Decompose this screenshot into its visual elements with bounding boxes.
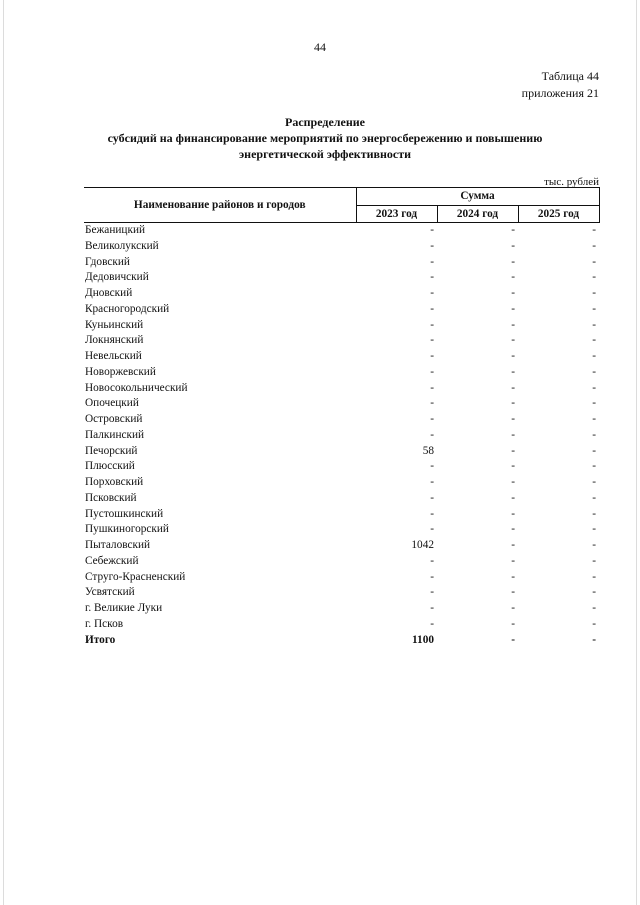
value-2024: - [511, 365, 515, 378]
value-2023: - [430, 476, 434, 488]
value-2023: - [430, 239, 434, 252]
value-2023: - [430, 271, 434, 284]
page-number: 44 [314, 40, 326, 54]
title-line-2: субсидий на финансирование мероприятий по энергосбережению и повышению [107, 131, 543, 145]
value-2024: - [511, 617, 515, 630]
table-row [84, 365, 599, 381]
title-line-3: энергетической эффективности [238, 147, 412, 161]
row-name: Опочецкий [85, 397, 139, 410]
value-2023: - [430, 365, 434, 378]
row-name: г. Великие Луки [85, 602, 163, 614]
value-2025: - [592, 523, 596, 536]
table-row [84, 522, 599, 538]
value-2025: - [592, 476, 596, 488]
row-name: Гдовский [85, 255, 130, 268]
table-row [84, 349, 599, 365]
value-2025: - [592, 239, 596, 252]
value-2024: - [511, 476, 515, 488]
row-name: Усвятский [85, 586, 135, 599]
column-header-name: Наименование районов и городов [84, 188, 356, 223]
value-2023: - [430, 413, 434, 425]
table-row [84, 507, 599, 523]
value-2025: - [592, 539, 596, 551]
value-2023: - [430, 381, 434, 394]
value-2025: - [592, 365, 596, 378]
value-2024: - [511, 413, 515, 425]
row-name: Бежаницкий [85, 224, 146, 236]
table-row [84, 318, 599, 334]
table-row [84, 333, 599, 349]
value-2025: - [592, 255, 596, 268]
table-header [84, 188, 599, 223]
value-2025: - [592, 413, 596, 425]
column-header-2023: 2023 год [356, 205, 437, 223]
value-2023: - [430, 617, 434, 630]
value-2025: - [592, 302, 596, 315]
value-2025: - [592, 444, 596, 457]
value-2025: - [592, 224, 596, 236]
subsidy-table [84, 187, 600, 648]
column-header-2024: 2024 год [437, 205, 518, 223]
total-value-2024: - [511, 633, 515, 646]
appendix-label: приложения 21 [521, 86, 599, 100]
value-2023: - [430, 350, 434, 362]
value-2023: - [430, 397, 434, 410]
total-row-name: Итого [85, 633, 116, 646]
table-reference [522, 68, 599, 102]
row-name: Пустошкинский [85, 507, 164, 520]
value-2024: - [511, 350, 515, 362]
value-2024: - [511, 602, 515, 614]
value-2023: - [430, 586, 434, 599]
row-name: Плюсский [85, 460, 135, 473]
table-row [84, 475, 599, 491]
value-2024: - [511, 224, 515, 236]
value-2025: - [592, 350, 596, 362]
value-2025: - [592, 271, 596, 284]
value-2024: - [511, 287, 515, 299]
table-row [84, 396, 599, 412]
value-2025: - [592, 491, 596, 504]
column-header-sum: Сумма [356, 188, 599, 206]
value-2023: 58 [422, 444, 434, 457]
value-2023: - [430, 318, 434, 331]
row-name: Новосокольнический [85, 381, 188, 394]
scan-edge-right [636, 0, 637, 905]
value-2024: - [511, 586, 515, 599]
value-2024: - [511, 271, 515, 284]
title-line-1: Распределение [284, 115, 366, 129]
value-2024: - [511, 428, 515, 441]
row-name: Красногородский [85, 302, 170, 315]
value-2023: - [430, 507, 434, 520]
value-2024: - [511, 554, 515, 567]
value-2024: - [511, 397, 515, 410]
value-2025: - [592, 318, 596, 331]
table-row [84, 570, 599, 586]
table-label: Таблица 44 [541, 69, 599, 83]
row-name: Палкинский [85, 428, 145, 441]
table-row [84, 239, 599, 255]
value-2025: - [592, 570, 596, 583]
value-2024: - [511, 302, 515, 315]
row-name: Великолукский [85, 239, 159, 252]
value-2025: - [592, 397, 596, 410]
value-2023: - [430, 255, 434, 268]
scan-edge-left [3, 0, 4, 905]
row-name: Пушкиногорский [85, 523, 169, 536]
value-2023: - [430, 523, 434, 536]
table-row [84, 381, 599, 397]
table-row [84, 412, 599, 428]
row-name: Псковский [85, 491, 137, 504]
value-2024: - [511, 570, 515, 583]
table-row [84, 601, 599, 617]
value-2023: - [430, 428, 434, 441]
table-row [84, 459, 599, 475]
value-2024: - [511, 507, 515, 520]
value-2024: - [511, 491, 515, 504]
value-2023: - [430, 460, 434, 473]
value-2024: - [511, 239, 515, 252]
table-row [84, 270, 599, 286]
row-name: Куньинский [85, 318, 144, 331]
column-header-2025: 2025 год [518, 205, 599, 223]
row-name: Струго-Красненский [85, 570, 186, 583]
row-name: г. Псков [85, 617, 124, 630]
value-2024: - [511, 539, 515, 551]
table-row [84, 491, 599, 507]
value-2024: - [511, 334, 515, 347]
value-2024: - [511, 444, 515, 457]
table-row [84, 255, 599, 271]
value-2025: - [592, 334, 596, 347]
value-2023: - [430, 554, 434, 567]
value-2025: - [592, 586, 596, 599]
row-name: Себежский [85, 554, 139, 567]
value-2023: - [430, 334, 434, 347]
value-2024: - [511, 255, 515, 268]
value-2023: - [430, 287, 434, 299]
row-name: Островский [85, 413, 143, 425]
table-row [84, 428, 599, 444]
total-row [84, 633, 599, 649]
total-value-2025: - [592, 633, 596, 646]
table-row [84, 286, 599, 302]
value-2025: - [592, 602, 596, 614]
value-2023: - [430, 224, 434, 236]
value-2025: - [592, 428, 596, 441]
row-name: Дедовичский [85, 271, 149, 284]
row-name: Дновский [85, 287, 133, 299]
value-2024: - [511, 460, 515, 473]
table-row [84, 538, 599, 554]
table-row [84, 444, 599, 460]
value-2023: - [430, 602, 434, 614]
table-row [84, 617, 599, 633]
units-label: тыс. рублей [544, 176, 599, 188]
value-2025: - [592, 554, 596, 567]
row-name: Локнянский [85, 334, 144, 347]
row-name: Пыталовский [85, 539, 151, 551]
table-row [84, 554, 599, 570]
total-value-2023: 1100 [412, 633, 434, 646]
table-row [84, 585, 599, 601]
value-2024: - [511, 381, 515, 394]
table-body [84, 223, 599, 649]
value-2023: - [430, 491, 434, 504]
value-2023: - [430, 570, 434, 583]
row-name: Новоржевский [85, 365, 156, 378]
row-name: Печорский [85, 444, 138, 457]
value-2025: - [592, 287, 596, 299]
value-2025: - [592, 507, 596, 520]
value-2025: - [592, 381, 596, 394]
row-name: Порховский [85, 476, 144, 488]
row-name: Невельский [85, 350, 142, 362]
table-row [84, 302, 599, 318]
value-2023: - [430, 302, 434, 315]
value-2024: - [511, 523, 515, 536]
value-2025: - [592, 460, 596, 473]
document-title [60, 114, 590, 162]
value-2024: - [511, 318, 515, 331]
table-row [84, 223, 599, 239]
value-2025: - [592, 617, 596, 630]
value-2023: 1042 [411, 539, 434, 551]
